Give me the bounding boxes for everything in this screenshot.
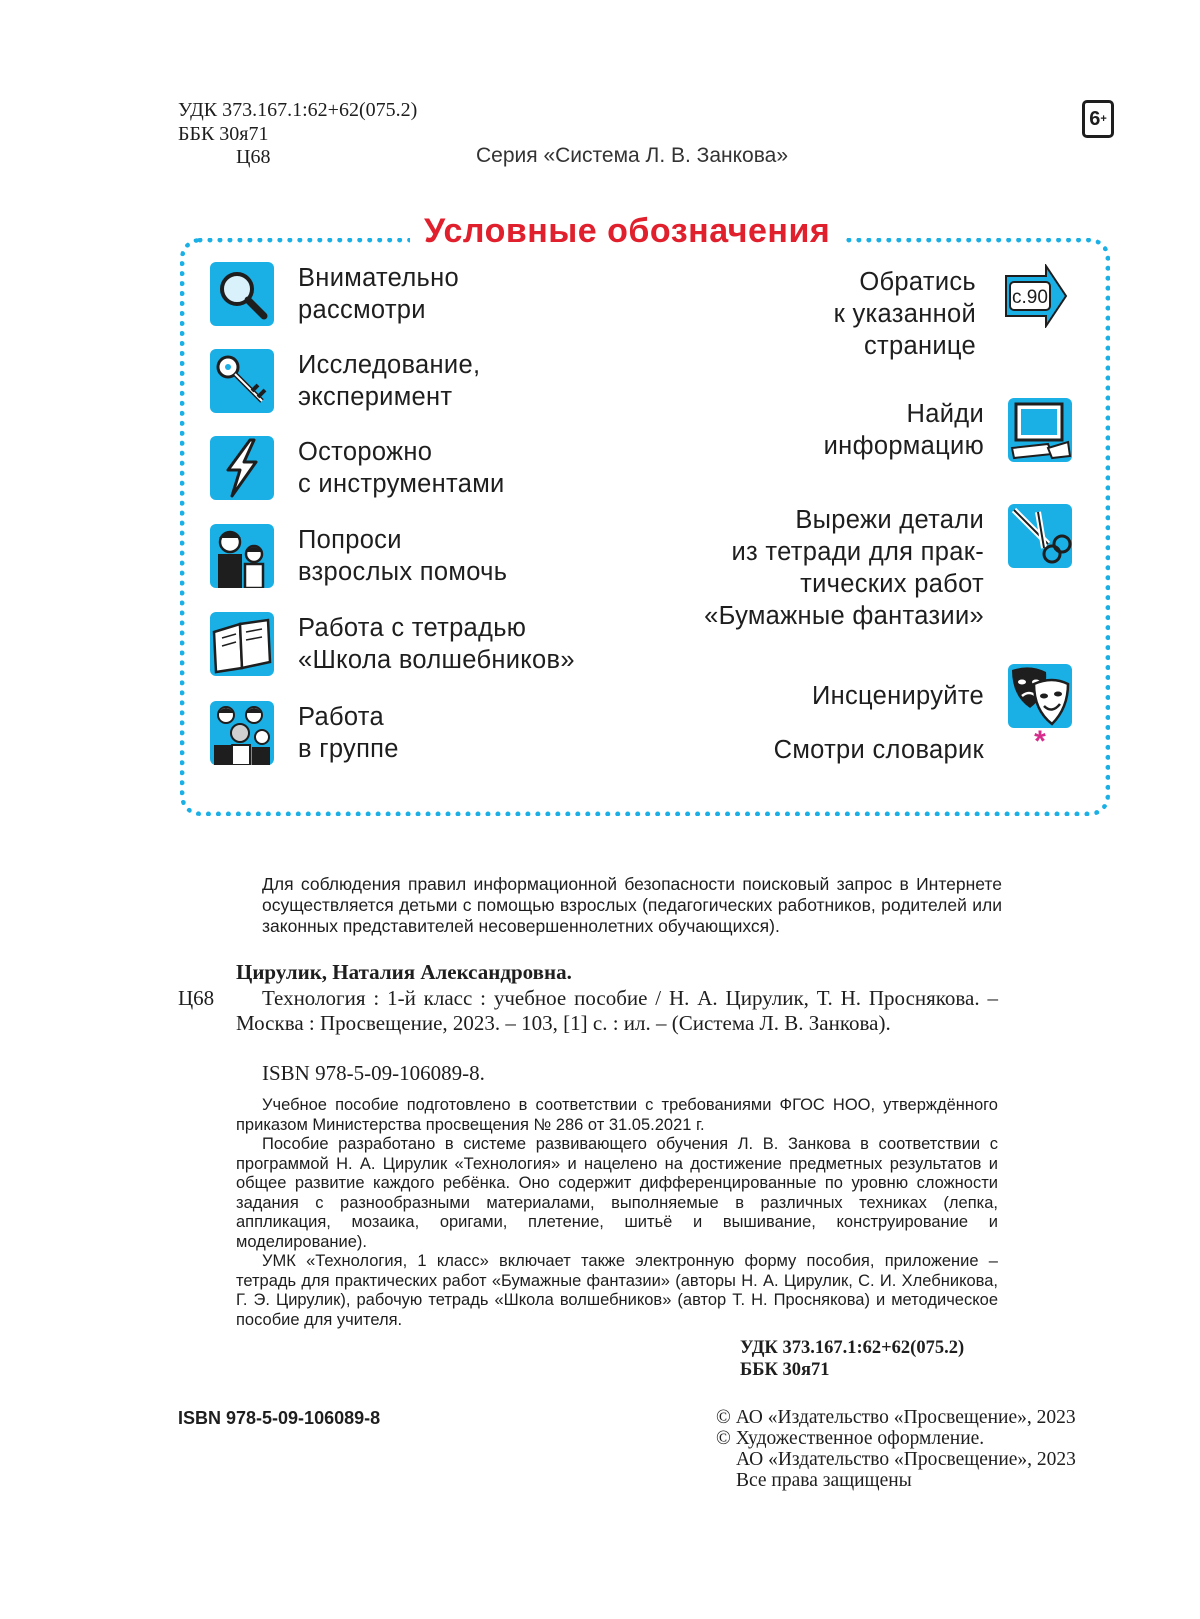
- legend-label-line: Найди: [906, 400, 984, 428]
- legend-label-line: странице: [863, 332, 976, 360]
- legend-item-stage-it: [812, 664, 1072, 728]
- asterisk-icon: *: [1034, 725, 1046, 758]
- legend-item-find-info: [824, 398, 1072, 462]
- legend-label-line: рассмотри: [298, 296, 426, 324]
- age-rating-plus: +: [1100, 112, 1107, 125]
- annotation-paragraph: УМК «Технология, 1 класс» включает также электронную форму пособия, приложение – тетрадь для практических работ «Бумажные фантазии» (авторы Н. А. Цирулик, С. И. Хлебникова, Г. Э. Цирулик), рабочую тетрадь «Школа волшебников» (автор Т. Н. Проснякова) и методическое пособие для учителя.: [236, 1252, 998, 1329]
- legend-label-line: из тетради для прак-: [731, 538, 984, 566]
- computer-icon: [1008, 398, 1072, 462]
- copyright-line: © АО «Издательство «Просвещение», 2023: [716, 1407, 1076, 1428]
- legend-item-ask-adults: [210, 524, 507, 588]
- legend-item-group-work: [210, 701, 399, 765]
- copyright-line: © Художественное оформление.: [716, 1428, 985, 1449]
- annotation-paragraph: Учебное пособие подготовлено в соответствии с требованиями ФГОС НОО, утверждённого приказом Министерства просвещения № 286 от 31.05.2021 г.: [236, 1096, 998, 1134]
- legend-label-line: информацию: [823, 432, 984, 460]
- legend-label-line: Инсценируйте: [811, 682, 984, 710]
- annotation-paragraph: Пособие разработано в системе развивающего обучения Л. В. Занкова в соответствии с программой Н. А. Цирулик «Технология» и нацелено на достижение предметных результатов и общее развитие каждого ребёнка. Оно содержит дифференцированные по уровню сложности задания с разнообразными материалами, выполняемые в различных техниках (лепка, аппликация, мозаика, оригами, плетение, шитьё и вышивание, конструирование и моделирование).: [236, 1135, 998, 1251]
- internet-safety-notice: Для соблюдения правил информационной безопасности поисковый запрос в Интернете осуществляется детьми с помощью взрослых (педагогических работников, родителей или законных представителей несовершеннолетних обучающихся).: [262, 874, 1002, 936]
- page-arrow-label: с.90: [1012, 287, 1048, 308]
- legend-label-line: Работа: [298, 703, 384, 731]
- legend-label-line: Работа с тетрадью: [298, 614, 527, 642]
- catalog-mark: Ц68: [178, 986, 215, 1010]
- legend-item-cut-details: [704, 504, 1072, 632]
- key-icon: [210, 349, 274, 413]
- legend-label-line: Внимательно: [298, 264, 459, 292]
- udk-line: УДК 373.167.1:62+62(075.2): [178, 99, 418, 121]
- catalog-description: Технология : 1-й класс : учебное пособие / Н. А. Цирулик, Т. Н. Проснякова. – Москва : Просвещение, 2023. – 103, [1] с. : ил. – (Система Л. В. Занкова).: [236, 986, 998, 1035]
- legend-item-glossary: [773, 725, 1072, 766]
- legend-label-line: взрослых помочь: [298, 558, 508, 586]
- series-title: Серия «Система Л. В. Занкова»: [476, 144, 789, 167]
- legend-label-line: с инструментами: [298, 470, 505, 498]
- age-rating-badge: [1082, 100, 1114, 138]
- legend-item-workbook: [210, 612, 575, 676]
- scissors-icon: [1008, 504, 1072, 568]
- legend-label-line: Смотри словарик: [773, 736, 984, 764]
- legend-label-line: к указанной: [833, 300, 976, 328]
- legend-item-go-to-page: [834, 266, 1072, 362]
- author-mark: Ц68: [236, 146, 271, 168]
- udk-footer: [740, 1337, 964, 1381]
- legend-title: Условные обозначения: [410, 212, 844, 251]
- copyright-block: [716, 1407, 1076, 1491]
- legend-label-line: Обратись: [859, 268, 976, 296]
- udk-header: [178, 98, 417, 146]
- legend-item-research: [210, 349, 480, 413]
- group-icon: [210, 701, 274, 765]
- lightning-icon: [210, 436, 274, 500]
- legend-label-line: тических работ: [800, 570, 984, 598]
- legend-label-line: Вырежи детали: [795, 506, 984, 534]
- legend-label-line: Осторожно: [298, 438, 433, 466]
- theatre-masks-icon: [1008, 664, 1072, 728]
- copyright-line: Все права защищены: [736, 1470, 912, 1491]
- adult-children-icon: [210, 524, 274, 588]
- legend-label-line: «Школа волшебников»: [298, 646, 575, 674]
- copyright-line: АО «Издательство «Просвещение», 2023: [736, 1449, 1076, 1470]
- bbk-line: ББК 30я71: [178, 123, 269, 145]
- legend-label-line: «Бумажные фантазии»: [704, 602, 984, 630]
- legend-item-careful-tools: [210, 436, 505, 500]
- legend-label-line: Попроси: [298, 526, 402, 554]
- udk-line: УДК 373.167.1:62+62(075.2): [740, 1338, 965, 1358]
- legend-label-line: в группе: [298, 735, 399, 763]
- catalog-author: Цирулик, Наталия Александровна.: [236, 960, 572, 984]
- annotation: [236, 1096, 998, 1330]
- magnifier-icon: [210, 262, 274, 326]
- page-arrow-icon: [1000, 264, 1072, 328]
- legend-label-line: эксперимент: [298, 383, 453, 411]
- catalog-isbn: ISBN 978-5-09-106089-8.: [262, 1061, 485, 1085]
- age-rating-number: 6: [1089, 108, 1101, 130]
- open-book-icon: [210, 612, 274, 676]
- legend-label-line: Исследование,: [298, 351, 481, 379]
- footer-isbn: ISBN 978-5-09-106089-8: [178, 1408, 381, 1428]
- bbk-line: ББК 30я71: [740, 1360, 830, 1380]
- legend-item-look-closely: [210, 262, 459, 326]
